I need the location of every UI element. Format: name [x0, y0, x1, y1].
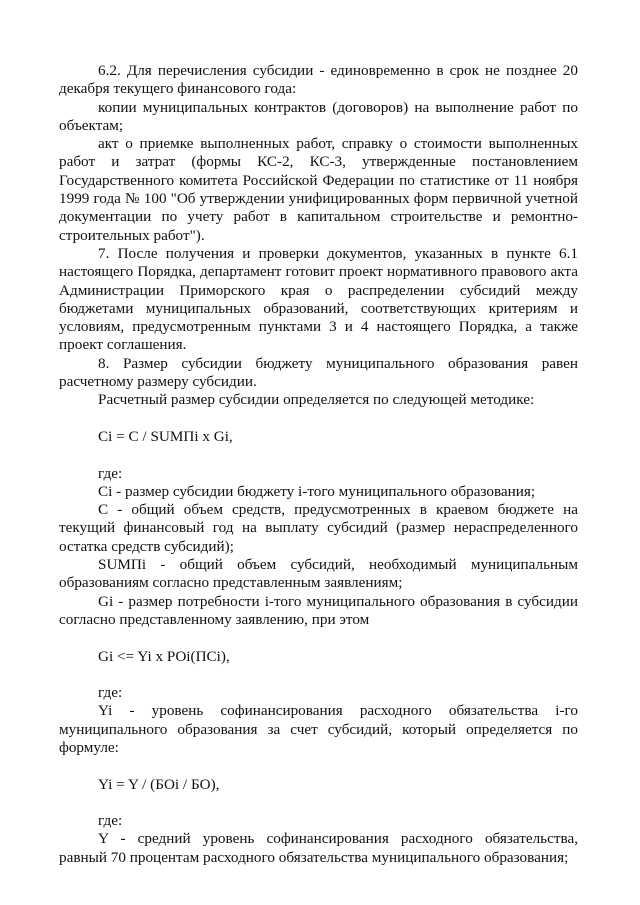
spacer: [59, 757, 578, 775]
definition-c: C - общий объем средств, предусмотренных в краевом бюджете на текущий финансовый год на выплату субсидий (размер нераспределенного остатка средств субсидий);: [59, 501, 578, 555]
spacer: [59, 446, 578, 464]
definition-y: Y - средний уровень софинансирования расходного обязательства, равный 70 процентам расходного обязательства муниципального образования;: [59, 830, 578, 866]
spacer: [59, 629, 578, 647]
formula-gi: Gi <= Yi x POi(ПCi),: [98, 647, 230, 665]
definition-sum: SUMПi - общий объем субсидий, необходимый муниципальным образованиям согласно представленным заявлениям;: [59, 556, 578, 592]
where-label: где:: [98, 812, 123, 830]
paragraph-8: 8. Размер субсидии бюджету муниципального образования равен расчетному размеру субсидии.: [59, 354, 578, 391]
definition-gi: Gi - размер потребности i-того муниципального образования в субсидии согласно представленному заявлению, при этом: [59, 592, 578, 628]
where-label: где:: [98, 684, 123, 702]
definition-ci: Ci - размер субсидии бюджету i-того муниципального образования;: [98, 482, 536, 500]
spacer: [59, 666, 578, 684]
paragraph-contracts: копии муниципальных контрактов (договоров) на выполнение работ по объектам;: [59, 98, 578, 134]
where-label: где:: [98, 464, 123, 482]
formula-ci: Ci = C / SUMПi x Gi,: [98, 427, 233, 445]
spacer: [59, 794, 578, 812]
paragraph-method: Расчетный размер субсидии определяется по следующей методике:: [98, 391, 535, 409]
paragraph-act: акт о приемке выполненных работ, справку о стоимости выполненных работ и затрат (формы КС-2, КС-3, утвержденные постановлением Государственного комитета Российской Федерации по статистике от 11 ноября 1999 года № 100 "Об утверждении унифицированных форм первичной учетной документации по учету работ в капитальном строительстве и ремонтно-строительных работ").: [59, 135, 578, 244]
spacer: [59, 410, 578, 428]
paragraph-6-2: 6.2. Для перечисления субсидии - единовременно в срок не позднее 20 декабря текущего финансового года:: [59, 62, 578, 98]
document-page: [59, 62, 578, 867]
definition-yi: Yi - уровень софинансирования расходного обязательства i-го муниципального образования за счет субсидий, который определяется по формуле:: [59, 702, 578, 756]
formula-yi: Yi = Y / (БOi / БO),: [98, 775, 220, 793]
paragraph-7: 7. После получения и проверки документов, указанных в пункте 6.1 настоящего Порядка, департамент готовит проект нормативного правового акта Администрации Приморского края о распределении субсидий между бюджетами муниципальных образований, соответствующих критериям и условиям, предусмотренным пунктами 3 и 4 настоящего Порядка, а также проект соглашения.: [59, 244, 578, 354]
